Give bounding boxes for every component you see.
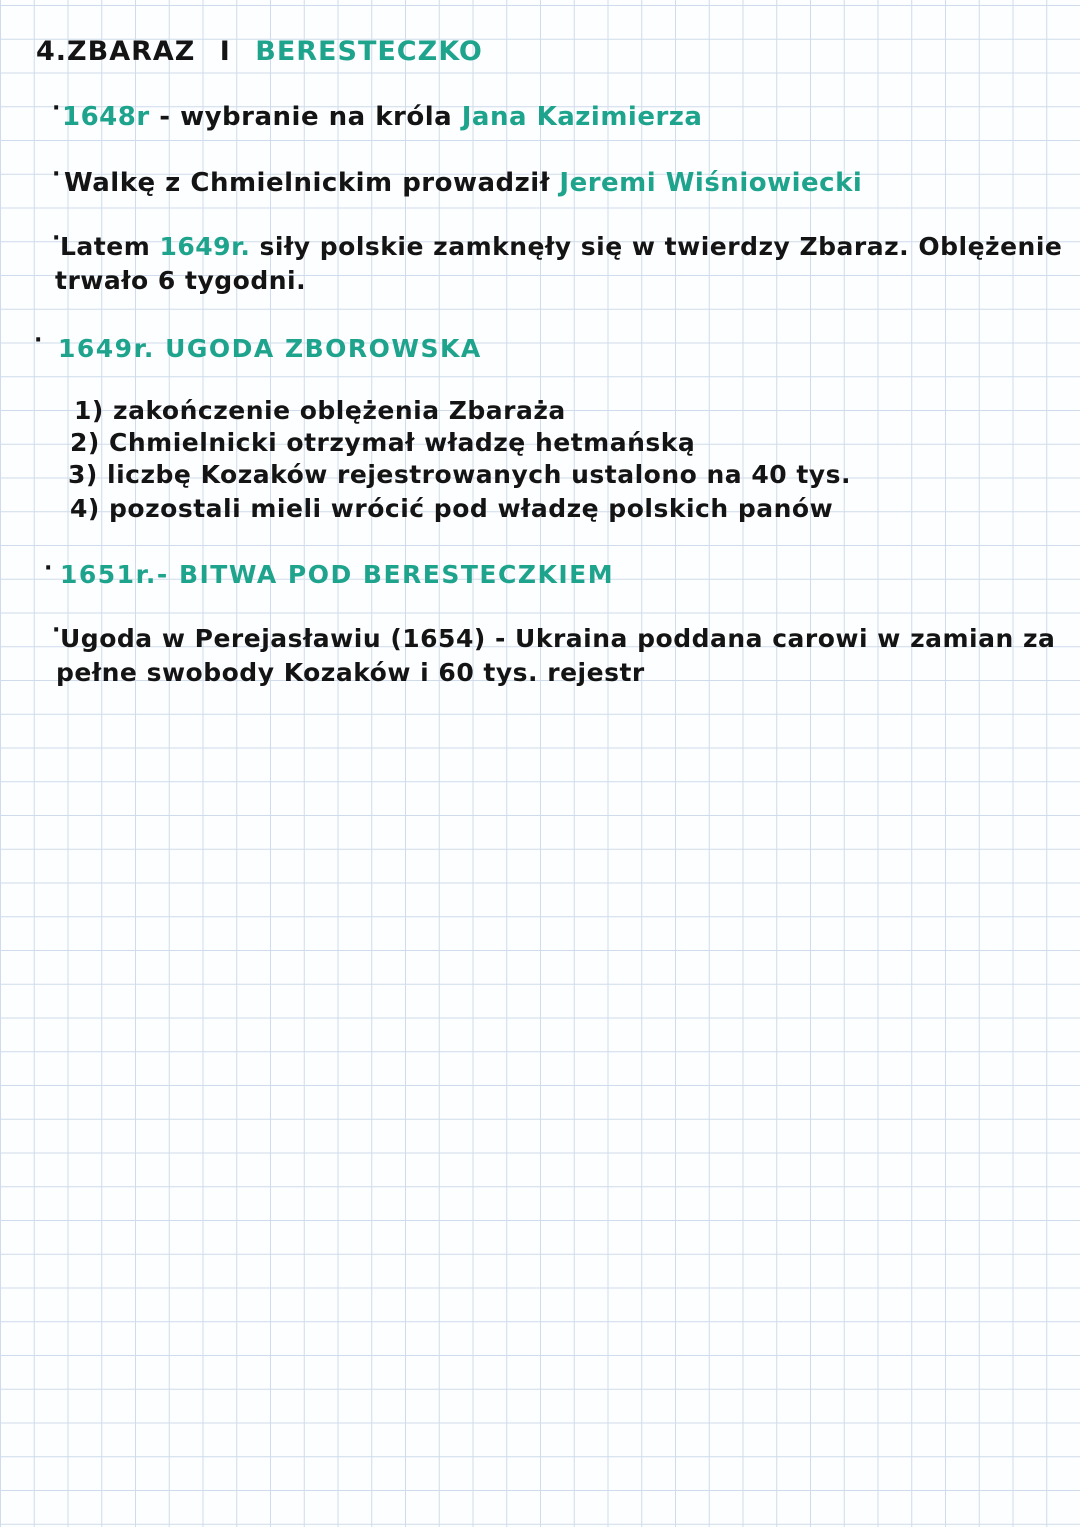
year-1649: 1649r.	[58, 334, 155, 363]
item-text: trwało 6 tygodni.	[55, 266, 307, 295]
year-1649: 1649r.	[159, 232, 251, 261]
bullet-dot: ·	[52, 96, 61, 121]
note-item-1648	[62, 102, 702, 132]
heading-bitwa-pod-beresteczkiem: BITWA POD BERESTECZKIEM	[178, 560, 615, 589]
page-title	[36, 36, 483, 67]
item-text: Walkę z Chmielnickim prowadził	[64, 168, 550, 198]
list-item: 2) Chmielnicki otrzymał władzę hetmańską	[70, 428, 696, 457]
item-text: Ugoda w Perejasławiu (1654) - Ukraina poddana carowi w zamian za	[60, 624, 1056, 653]
note-item-beresteczko	[60, 560, 614, 589]
note-item-wisniowiecki	[64, 168, 862, 198]
item-text: pełne swobody Kozaków i 60 tys. rejestr	[56, 658, 645, 687]
note-item-ugoda-zborowska	[58, 334, 482, 363]
year-1651: 1651r.	[60, 560, 157, 589]
note-item-zbaraz	[60, 232, 1062, 261]
note-item-zbaraz-line2	[55, 266, 306, 295]
title-part2: BERESTECZKO	[255, 36, 483, 67]
bullet-dot: ·	[52, 226, 61, 251]
list-item: 4) pozostali mieli wrócić pod władzę polskich panów	[70, 494, 834, 523]
year-1648: 1648r	[62, 102, 150, 132]
title-number: 4.	[36, 36, 68, 67]
name-jan-kazimierz: Jana Kazimierza	[461, 102, 703, 132]
item-text: - wybranie na króla	[159, 102, 453, 132]
list-item: 1) zakończenie oblężenia Zbaraża	[74, 396, 566, 425]
heading-ugoda-zborowska: UGODA ZBOROWSKA	[165, 334, 482, 363]
note-item-perejaslaw	[60, 624, 1055, 653]
item-text: siły polskie zamknęły się w twierdzy Zbaraz. Oblężenie	[259, 232, 1063, 261]
bullet-dot: ·	[34, 328, 43, 353]
item-text: Latem	[60, 232, 151, 261]
list-item: 3) liczbę Kozaków rejestrowanych ustalono na 40 tys.	[68, 460, 851, 489]
item-dash: -	[156, 560, 169, 589]
bullet-dot: ·	[44, 556, 53, 581]
title-separator: I	[219, 36, 231, 67]
bullet-dot: ·	[52, 618, 61, 643]
title-part1: ZBARAZ	[67, 36, 196, 67]
name-jeremi-wisniowiecki: Jeremi Wiśniowiecki	[559, 168, 863, 198]
bullet-dot: ·	[52, 162, 61, 187]
note-item-perejaslaw-line2	[56, 658, 645, 687]
